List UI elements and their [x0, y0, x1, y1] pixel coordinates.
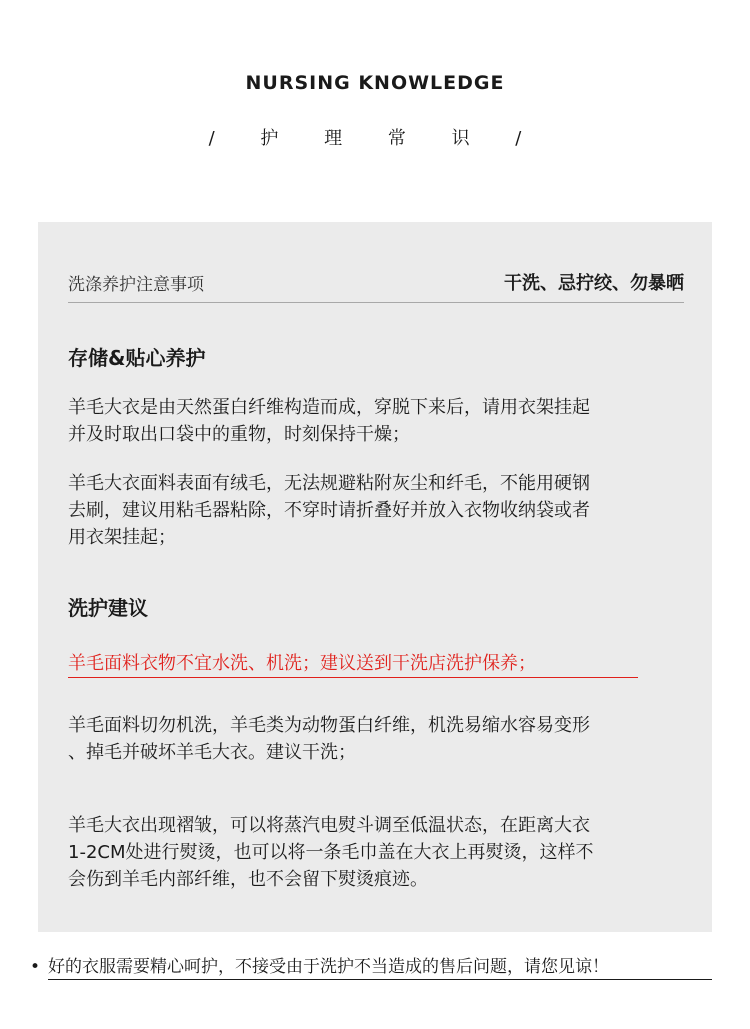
bullet-icon: •	[30, 957, 41, 977]
page-subtitle: / 护 理 常 识 /	[208, 128, 542, 149]
storage-paragraph-2: 羊毛大衣面料表面有绒毛，无法规避粘附灰尘和纤毛，不能用硬钢 去刷，建议用粘毛器粘除，不穿时请折叠好并放入衣物收纳袋或者 用衣架挂起；	[68, 473, 590, 548]
storage-paragraph-1: 羊毛大衣是由天然蛋白纤维构造而成，穿脱下来后，请用衣架挂起 并及时取出口袋中的重物，时刻保持干燥；	[68, 397, 590, 445]
footer-note-text: 好的衣服需要精心呵护，不接受由于洗护不当造成的售后问题，请您见谅！	[48, 955, 712, 980]
washing-paragraph-2: 羊毛大衣出现褶皱，可以将蒸汽电熨斗调至低温状态，在距离大衣 1-2CM处进行熨烫，也可以将一条毛巾盖在大衣上再熨烫，这样不 会伤到羊毛内部纤维，也不会留下熨烫痕迹。	[68, 815, 594, 890]
panel-header	[68, 270, 684, 303]
washing-section-title: 洗护建议	[68, 596, 148, 620]
washing-paragraph-1: 羊毛面料切勿机洗，羊毛类为动物蛋白纤维，机洗易缩水容易变形 、掉毛并破坏羊毛大衣。建议干洗；	[68, 715, 590, 763]
page-title: NURSING KNOWLEDGE	[245, 72, 505, 94]
panel-header-label: 洗涤养护注意事项	[68, 275, 204, 295]
care-panel	[38, 222, 712, 932]
panel-header-summary: 干洗、忌拧绞、勿暴晒	[504, 273, 684, 294]
washing-warning: 羊毛面料衣物不宜水洗、机洗；建议送到干洗店洗护保养；	[68, 650, 638, 678]
storage-section-title: 存储&贴心养护	[68, 346, 206, 370]
